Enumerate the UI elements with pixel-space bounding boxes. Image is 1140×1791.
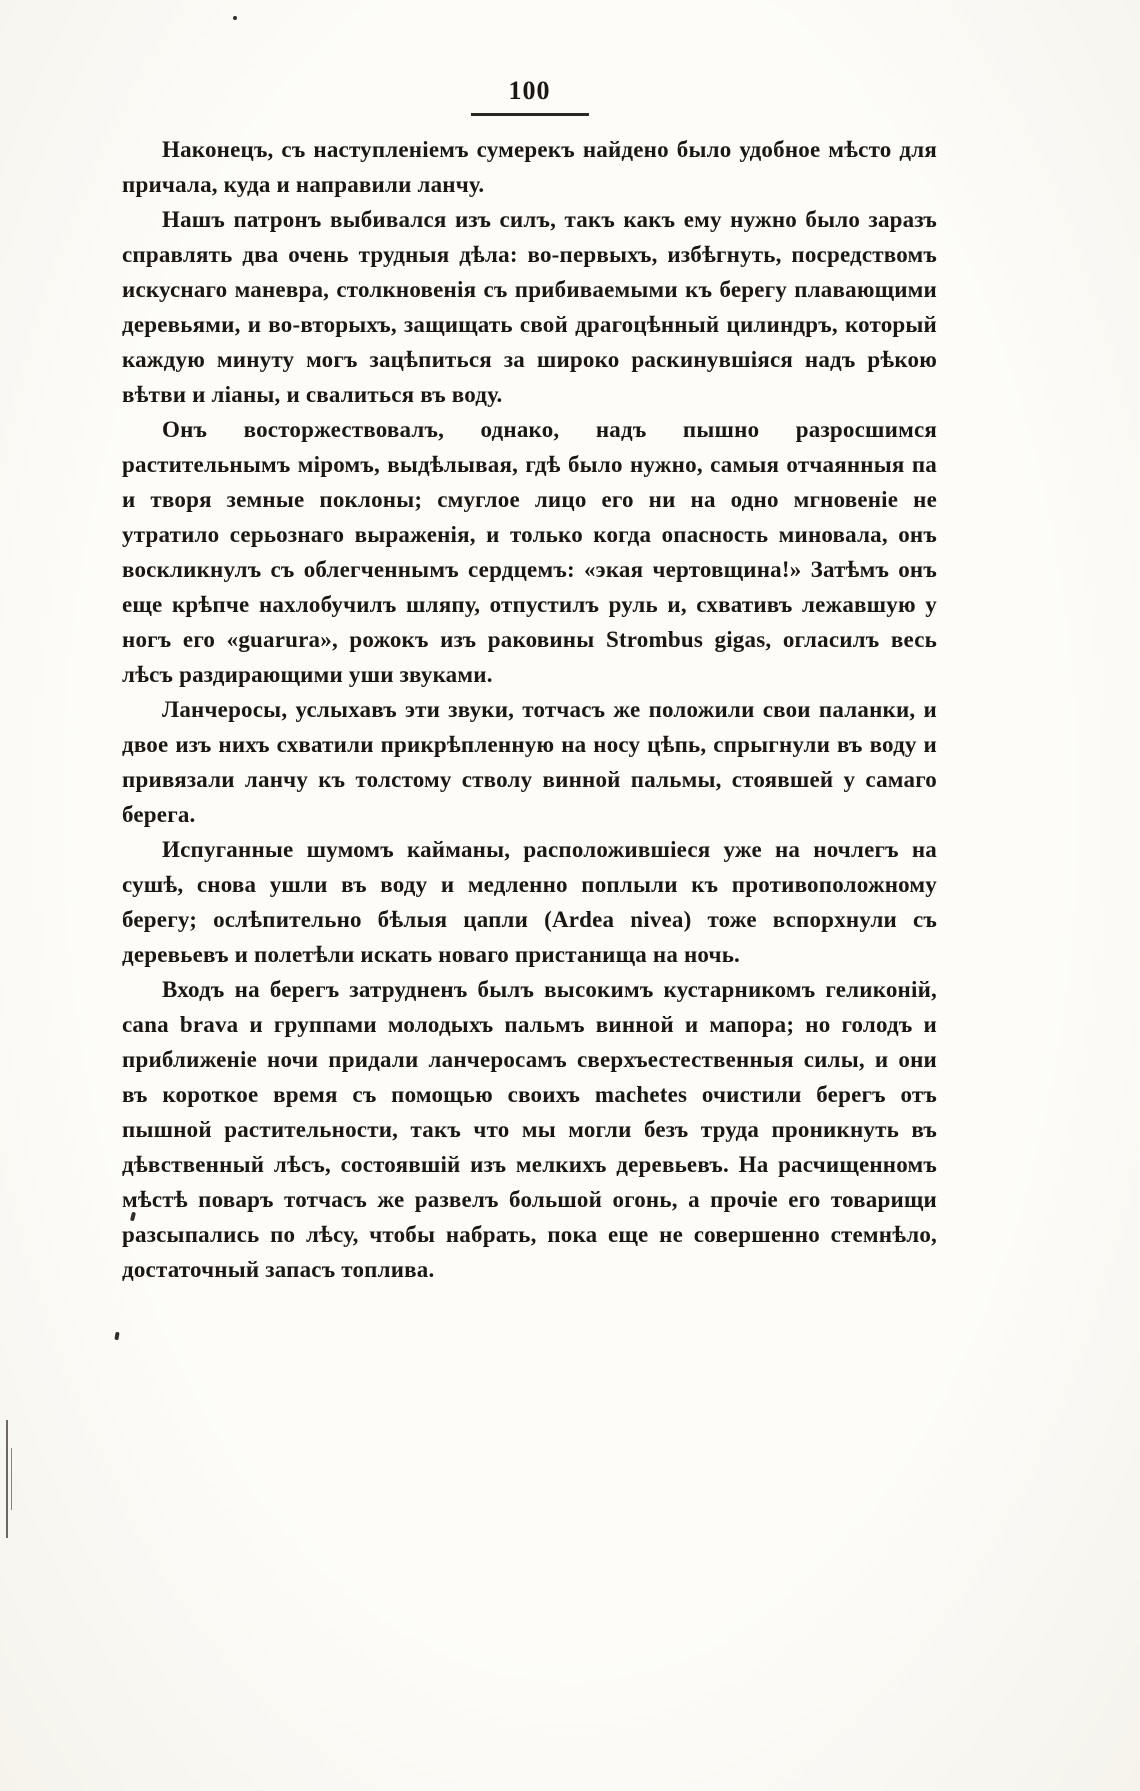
paragraph-3: Онъ восторжествовалъ, однако, надъ пышно разросшимся растительнымъ міромъ, выдѣлывая, гдѣ было нужно, самыя отчаянныя па и творя земные поклоны; смуглое лицо его ни на одно мгновеніе не утратило серьознаго выраженія, и только когда опасность миновала, онъ воскликнулъ съ облегченнымъ сердцемъ: «экая чертовщина!» Затѣмъ онъ еще крѣпче нахлобучилъ шляпу, отпустилъ руль и, схвативъ лежавшую у ногъ его «guarura», рожокъ изъ раковины Strombus gigas, огласилъ весь лѣсъ раздирающими уши звуками.	[122, 417, 937, 687]
page-number: 100	[471, 76, 589, 116]
paragraph-5: Испуганные шумомъ кайманы, расположившіеся уже на ночлегъ на сушѣ, снова ушли въ воду и медленно поплыли къ противоположному берегу; ослѣпительно бѣлыя цапли (Ardea nivea) тоже вспорхнули съ деревьевъ и полетѣли искать новаго пристанища на ночь.	[122, 837, 937, 967]
scan-speck	[114, 1332, 119, 1341]
page-text-block	[122, 76, 937, 1287]
scan-speck	[233, 16, 237, 20]
paragraph-1: Наконецъ, съ наступленіемъ сумерекъ найдено было удобное мѣсто для причала, куда и направили ланчу.	[122, 137, 937, 197]
paragraph-6: Входъ на берегъ затрудненъ былъ высокимъ кустарникомъ геликоній, cana brava и группами молодыхъ пальмъ винной и мапора; но голодъ и приближеніе ночи придали ланчеросамъ сверхъестественныя силы, и они въ короткое время съ помощью своихъ machetes очистили берегъ отъ пышной растительности, такъ что мы могли безъ труда проникнуть въ дѣвственный лѣсъ, состоявшій изъ мелкихъ деревьевъ. На расчищенномъ мѣстѣ поваръ тотчасъ же развелъ большой огонь, а прочіе его товарищи разсыпались по лѣсу, чтобы набрать, пока еще не совершенно стемнѣло, достаточный запасъ топлива.	[122, 977, 937, 1282]
scan-edge-mark	[11, 1448, 12, 1510]
paragraph-4: Ланчеросы, услыхавъ эти звуки, тотчасъ же положили свои паланки, и двое изъ нихъ схватили прикрѣпленную на носу цѣпь, спрыгнули въ воду и привязали ланчу къ толстому стволу винной пальмы, стоявшей у самаго берега.	[122, 697, 937, 827]
scan-edge-mark	[6, 1420, 8, 1538]
page-header	[122, 76, 937, 116]
paragraph-2: Нашъ патронъ выбивался изъ силъ, такъ какъ ему нужно было заразъ справлять два очень трудныя дѣла: во-первыхъ, избѣгнуть, посредствомъ искуснаго маневра, столкновенія съ прибиваемыми къ берегу плавающими деревьями, и во-вторыхъ, защищать свой драгоцѣнный цилиндръ, который каждую минуту могъ зацѣпиться за широко раскинувшіяся надъ рѣкою вѣтви и ліаны, и свалиться въ воду.	[122, 207, 937, 407]
